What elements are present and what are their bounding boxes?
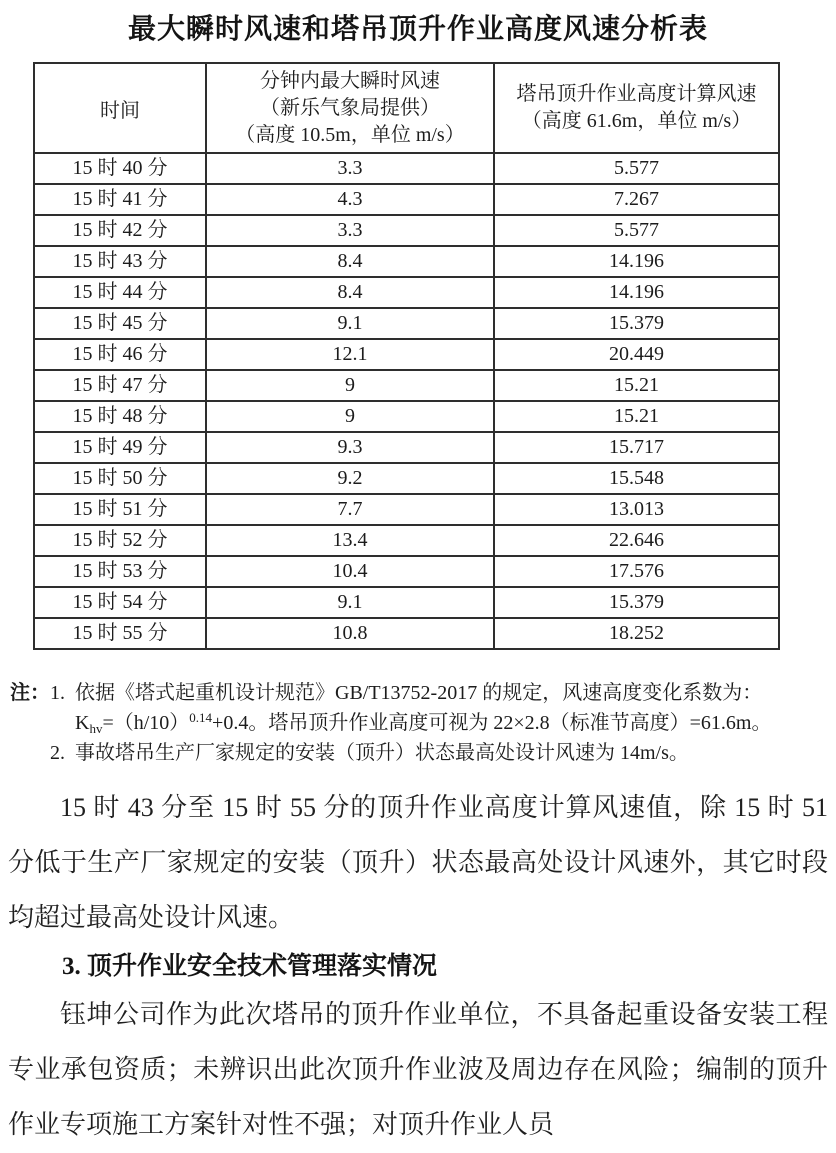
formula-base: K <box>75 712 90 734</box>
table-row <box>34 153 779 184</box>
wind-speed-61m-cell: 14.196 <box>494 277 779 308</box>
time-cell: 15 时 50 分 <box>34 463 206 494</box>
wind-speed-61m-cell: 14.196 <box>494 246 779 277</box>
wind-speed-10m-cell: 8.4 <box>206 246 494 277</box>
time-cell: 15 时 48 分 <box>34 401 206 432</box>
header-instant-line1: 分钟内最大瞬时风速 <box>260 69 440 92</box>
wind-speed-10m-cell: 9.3 <box>206 432 494 463</box>
table-row <box>34 246 779 277</box>
header-instant-line2: （新乐气象局提供） <box>260 96 440 119</box>
wind-speed-10m-cell: 9 <box>206 370 494 401</box>
paragraph-wind-analysis: 15 时 43 分至 15 时 55 分的顶升作业高度计算风速值，除 15 时 51 分低于生产厂家规定的安装（顶升）状态最高处设计风速外，其它时段均超过最高处设计风速。 <box>8 793 828 932</box>
time-cell: 15 时 43 分 <box>34 246 206 277</box>
time-cell: 15 时 44 分 <box>34 277 206 308</box>
header-instant-line3: （高度 10.5m，单位 m/s） <box>235 123 465 146</box>
note-1-text: 依据《塔式起重机设计规范》GB/T13752-2017 的规定，风速高度变化系数为： <box>75 682 763 704</box>
table-row <box>34 277 779 308</box>
time-cell: 15 时 49 分 <box>34 432 206 463</box>
time-cell: 15 时 41 分 <box>34 184 206 215</box>
table-row <box>34 618 779 649</box>
note-2-number: 2. <box>50 742 65 764</box>
table-row <box>34 370 779 401</box>
formula-middle: =（h/10） <box>102 712 190 734</box>
wind-speed-10m-cell: 9 <box>206 401 494 432</box>
paragraph-yukun-company: 钰坤公司作为此次塔吊的顶升作业单位，不具备起重设备安装工程专业承包资质；未辨识出此次顶升作业波及周边存在风险；编制的顶升作业专项施工方案针对性不强；对顶升作业人员 <box>8 1000 828 1139</box>
wind-speed-61m-cell: 5.577 <box>494 215 779 246</box>
table-row <box>34 494 779 525</box>
wind-speed-10m-cell: 8.4 <box>206 277 494 308</box>
wind-table-header <box>34 63 779 153</box>
wind-speed-10m-cell: 10.4 <box>206 556 494 587</box>
table-row <box>34 339 779 370</box>
table-row <box>34 525 779 556</box>
wind-speed-61m-cell: 5.577 <box>494 153 779 184</box>
header-instant-wind-speed <box>206 63 494 153</box>
table-row <box>34 432 779 463</box>
formula-tail: +0.4。塔吊顶升作业高度可视为 22×2.8（标准节高度）=61.6m。 <box>212 712 772 734</box>
wind-speed-10m-cell: 9.1 <box>206 308 494 339</box>
formula-subscript: hv <box>89 721 103 736</box>
wind-speed-61m-cell: 7.267 <box>494 184 779 215</box>
time-cell: 15 时 40 分 <box>34 153 206 184</box>
note-2-text: 事故塔吊生产厂家规定的安装（顶升）状态最高处设计风速为 14m/s。 <box>75 742 689 764</box>
wind-speed-61m-cell: 15.21 <box>494 370 779 401</box>
wind-speed-10m-cell: 13.4 <box>206 525 494 556</box>
wind-speed-10m-cell: 3.3 <box>206 215 494 246</box>
table-row <box>34 184 779 215</box>
time-cell: 15 时 46 分 <box>34 339 206 370</box>
wind-speed-table <box>33 62 780 650</box>
time-cell: 15 时 51 分 <box>34 494 206 525</box>
wind-speed-61m-cell: 15.548 <box>494 463 779 494</box>
document-title: 最大瞬时风速和塔吊顶升作业高度风速分析表 <box>127 13 708 44</box>
note-1-formula <box>0 708 836 738</box>
time-cell: 15 时 53 分 <box>34 556 206 587</box>
wind-speed-10m-cell: 4.3 <box>206 184 494 215</box>
table-row <box>34 463 779 494</box>
time-cell: 15 时 52 分 <box>34 525 206 556</box>
wind-speed-10m-cell: 7.7 <box>206 494 494 525</box>
wind-speed-10m-cell: 3.3 <box>206 153 494 184</box>
wind-speed-61m-cell: 20.449 <box>494 339 779 370</box>
time-cell: 15 时 55 分 <box>34 618 206 649</box>
time-cell: 15 时 45 分 <box>34 308 206 339</box>
wind-speed-61m-cell: 15.717 <box>494 432 779 463</box>
wind-speed-10m-cell: 10.8 <box>206 618 494 649</box>
note-item-2 <box>0 738 836 768</box>
wind-speed-61m-cell: 13.013 <box>494 494 779 525</box>
table-row <box>34 215 779 246</box>
table-row <box>34 556 779 587</box>
time-cell: 15 时 42 分 <box>34 215 206 246</box>
note-1-number: 1. <box>50 682 65 704</box>
wind-speed-61m-cell: 18.252 <box>494 618 779 649</box>
table-row <box>34 587 779 618</box>
formula-superscript: 0.14 <box>189 710 213 725</box>
wind-speed-61m-cell: 15.379 <box>494 587 779 618</box>
note-label: 注： <box>10 682 50 704</box>
wind-speed-61m-cell: 15.21 <box>494 401 779 432</box>
note-item-1-line-1 <box>0 678 836 708</box>
wind-speed-61m-cell: 22.646 <box>494 525 779 556</box>
table-notes <box>0 678 836 768</box>
section-heading-3: 3. 顶升作业安全技术管理落实情况 <box>62 953 438 980</box>
time-cell: 15 时 54 分 <box>34 587 206 618</box>
header-time: 时间 <box>34 63 206 153</box>
time-cell: 15 时 47 分 <box>34 370 206 401</box>
wind-speed-61m-cell: 17.576 <box>494 556 779 587</box>
wind-speed-10m-cell: 9.1 <box>206 587 494 618</box>
table-row <box>34 308 779 339</box>
wind-speed-61m-cell: 15.379 <box>494 308 779 339</box>
wind-speed-10m-cell: 9.2 <box>206 463 494 494</box>
header-calc-line2: （高度 61.6m，单位 m/s） <box>521 110 752 132</box>
wind-table-body <box>34 153 779 649</box>
table-row <box>34 401 779 432</box>
header-calculated-wind-speed <box>494 63 779 153</box>
header-calc-line1: 塔吊顶升作业高度计算风速 <box>516 83 757 105</box>
wind-speed-10m-cell: 12.1 <box>206 339 494 370</box>
header-row <box>34 63 779 153</box>
